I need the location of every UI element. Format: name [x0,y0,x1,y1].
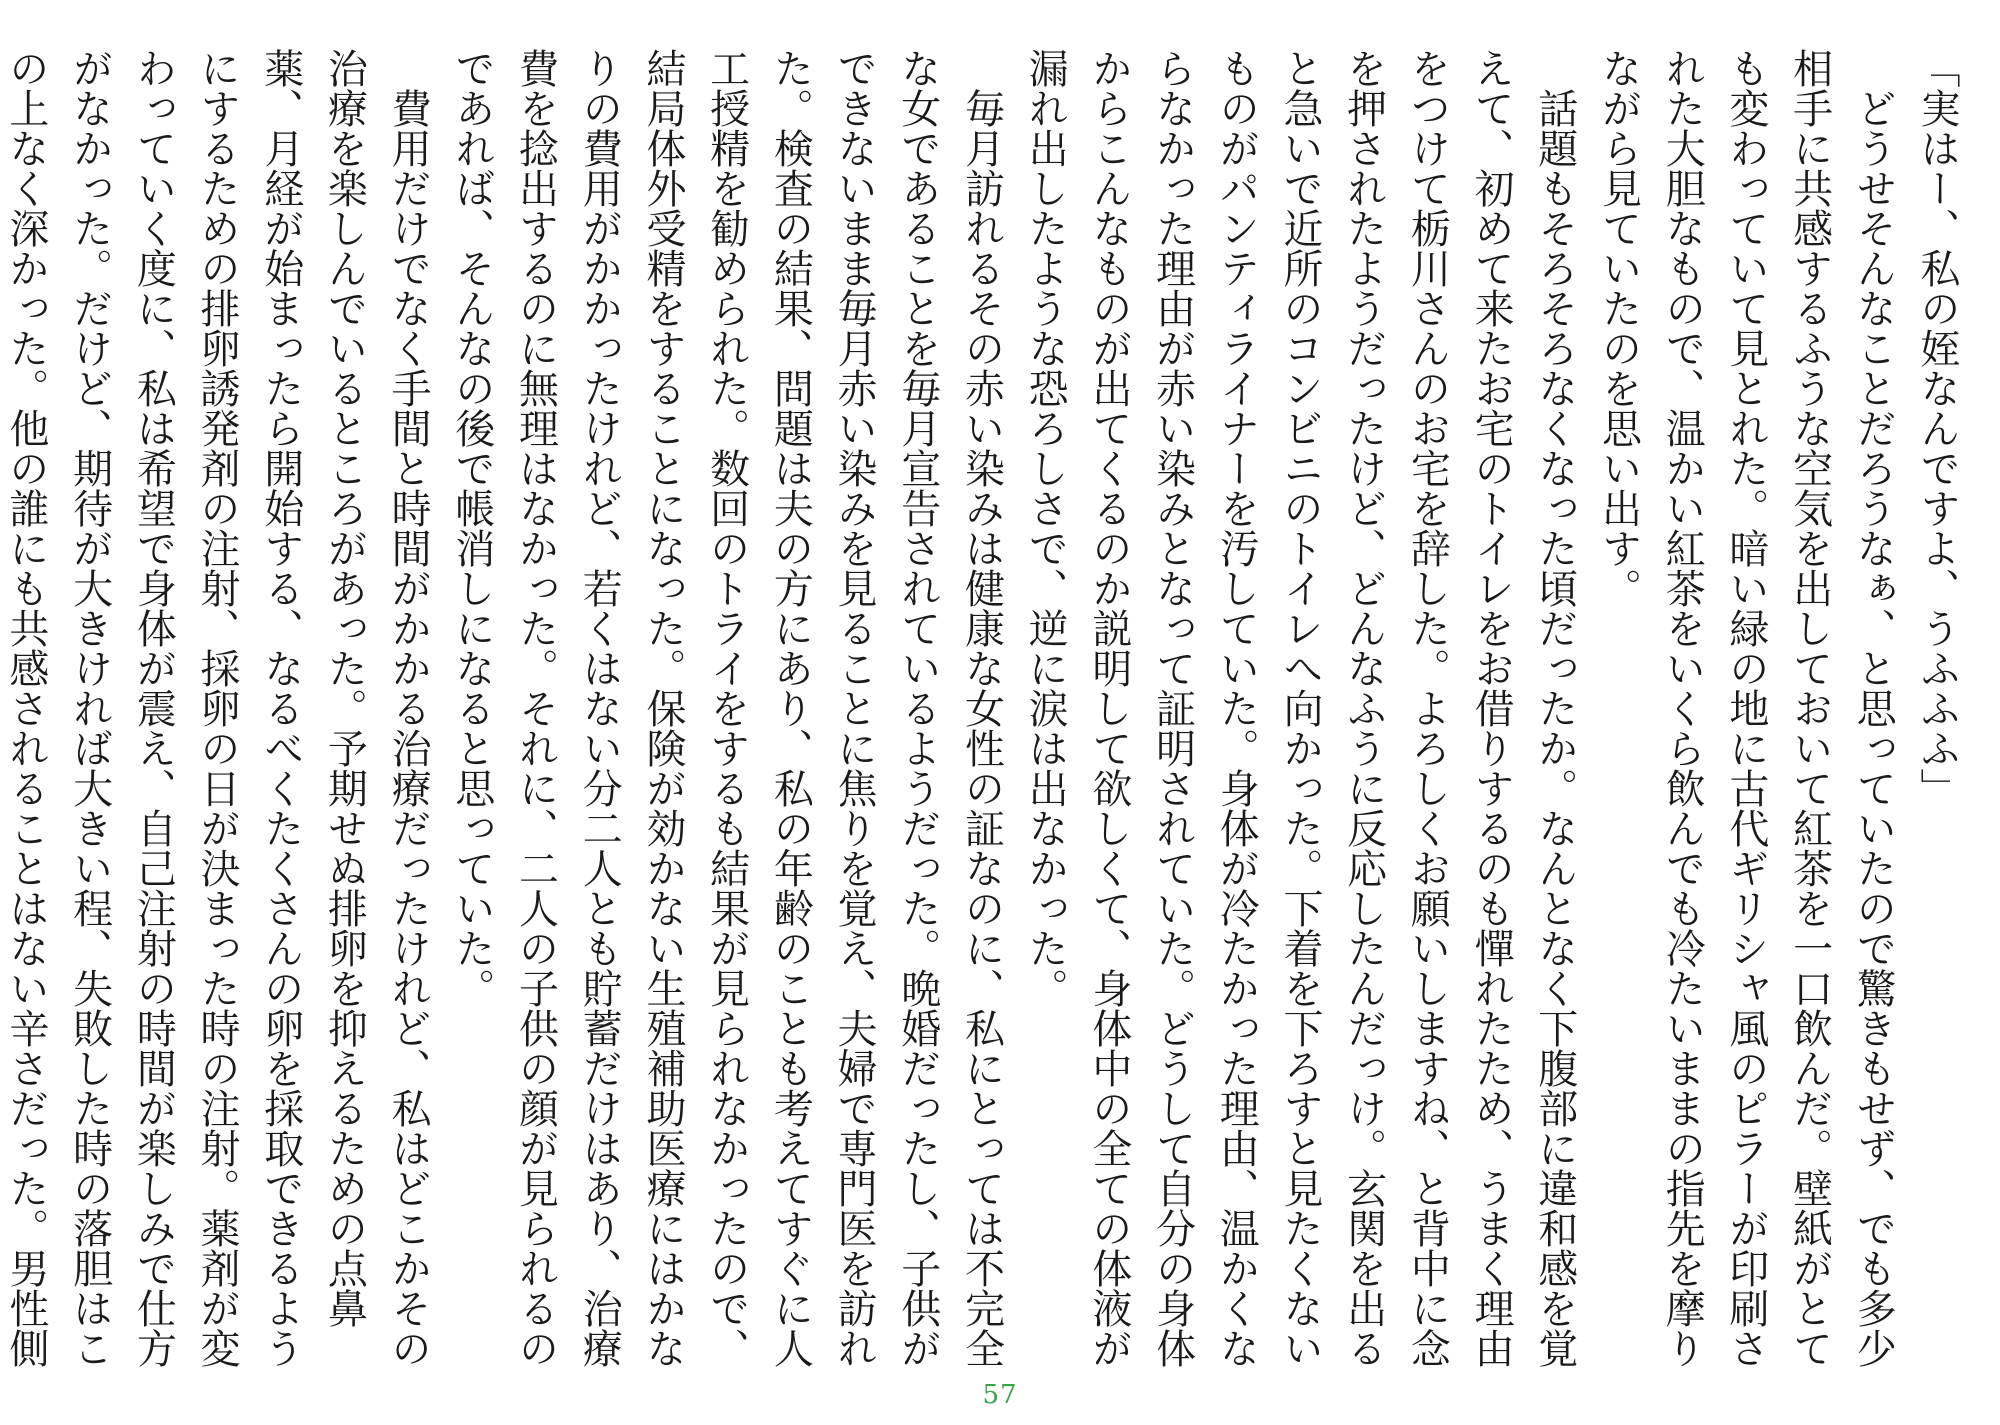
page-number: 57 [982,1380,1018,1410]
paragraph-dialogue: 「実はー、私の姪なんですよ、うふふふ」 [1914,48,1960,808]
paragraph: どうせそんなことだろうなぁ、と思っていたので驚きもせず、でも多少相手に共感するふうな空気を出しておいて紅茶を一口飲んだ。壁紙がとても変わっていて見とれた。暗い緑の地に古代ギリシャ風のピラーが印刷された大胆なもので、温かい紅茶をいくら飲んでも冷たいままの指先を摩りながら見ていたのを思い出す。 [1595,48,1897,1368]
paragraph: 毎月訪れるその赤い染みは健康な女性の証なのに、私にとっては不完全な女であることを毎月宣告されているようだった。晩婚だったし、子供ができないまま毎月赤い染みを見ることに焦りを覚え、夫婦で専門医を訪れた。検査の結果、問題は夫の方にあり、私の年齢のことも考えてすぐに人工授精を勧められた。数回のトライをするも結果が見られなかったので、結局体外受精をすることになった。保険が効かない生殖補助医療にはかなりの費用がかかったけれど、若くはない分二人とも貯蓄だけはあり、治療費を捻出するのに無理はなかった。それに、二人の子供の顔が見られるのであれば、そんなの後で帳消しになると思っていた。 [448,48,1005,1368]
paragraph: 話題もそろそろなくなった頃だったか。なんとなく下腹部に違和感を覚えて、初めて来たお宅のトイレをお借りするのも憚れたため、うまく理由をつけて栃川さんのお宅を辞した。よろしくお願いしますね、と背中に念を押されたようだったけど、どんなふうに反応したんだっけ。玄関を出ると急いで近所のコンビニのトイレへ向かった。下着を下ろすと見たくないものがパンティライナーを汚していた。身体が冷たかった理由、温かくならなかった理由が赤い染みとなって証明されていた。どうして自分の身体からこんなものが出てくるのか説明して欲しくて、身体中の全ての体液が漏れ出したような恐ろしさで、逆に涙は出なかった。 [1022,48,1578,1368]
vertical-body-text [2,48,1968,1380]
paragraph: 費用だけでなく手間と時間がかかる治療だったけれど、私はどこかその治療を楽しんでいるところがあった。予期せぬ排卵を抑えるための点鼻薬、月経が始まったら開始する、なるべくたくさんの卵を採取できるようにするための排卵誘発剤の注射、採卵の日が決まった時の注射。薬剤が変わっていく度に、私は希望で身体が震え、自己注射の時間が楽しみで仕方がなかった。だけど、期待が大きければ大きい程、失敗した時の落胆はこの上なく深かった。他の誰にも共感されることはない辛さだった。男性側 [2,48,432,1368]
